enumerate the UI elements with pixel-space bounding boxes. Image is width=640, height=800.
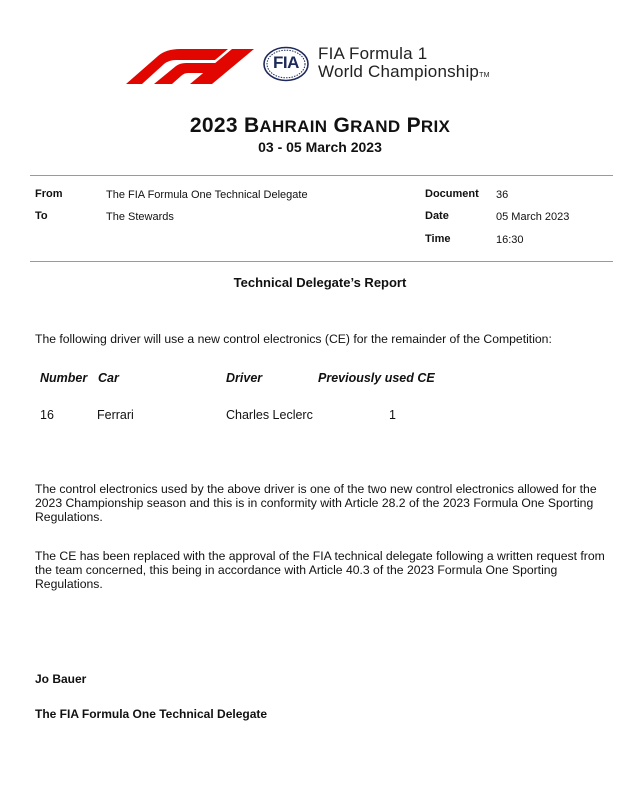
event-dates: 03 - 05 March 2023 [258,139,382,155]
to-value: The Stewards [106,211,174,223]
table-cell-car: Ferrari [97,408,134,422]
table-header-number: Number [40,371,88,385]
table-cell-previous-ce: 1 [389,408,396,422]
report-title: Technical Delegate’s Report [233,275,407,290]
f1-logo-icon [124,48,254,84]
from-value: The FIA Formula One Technical Delegate [106,189,308,201]
event-title: 2023 BAHRAIN GRAND PRIX [189,114,451,137]
brand-line-1: FIA Formula 1 [318,44,428,63]
time-value: 16:30 [496,234,524,246]
header-logo [124,42,534,88]
brand-line-2: World ChampionshipTM [318,62,490,81]
divider-bottom [30,261,613,262]
date-value: 05 March 2023 [496,211,570,223]
trademark-mark: TM [479,72,490,79]
fia-badge-icon [262,46,310,82]
to-label: To [35,210,48,222]
signatory-name: Jo Bauer [35,672,87,686]
document-value: 36 [496,189,509,201]
fia-badge-text: FIA [273,53,299,72]
table-header-car: Car [98,371,119,385]
time-label: Time [425,233,451,245]
divider-top [30,175,613,176]
signatory-role: The FIA Formula One Technical Delegate [35,707,268,721]
paragraph-conformity: The control electronics used by the above driver is one of the two new control electronics allowed for the 2023 Championship season and this is in conformity with Article 28.2 of the 2023 Formula One Sporting Regulations. [35,482,597,524]
date-label: Date [425,210,449,222]
table-cell-number: 16 [40,408,54,422]
document-label: Document [425,188,479,200]
table-header-previous-ce: Previously used CE [318,371,435,385]
table-cell-driver: Charles Leclerc [226,408,313,422]
intro-paragraph: The following driver will use a new control electronics (CE) for the remainder of the Competition: [35,332,552,346]
table-header-driver: Driver [226,371,263,385]
brand-text [318,45,490,85]
paragraph-approval: The CE has been replaced with the approval of the FIA technical delegate following a written request from the team concerned, this being in accordance with Article 40.3 of the 2023 Formula One Sporting Regulations. [35,549,605,591]
from-label: From [35,188,63,200]
